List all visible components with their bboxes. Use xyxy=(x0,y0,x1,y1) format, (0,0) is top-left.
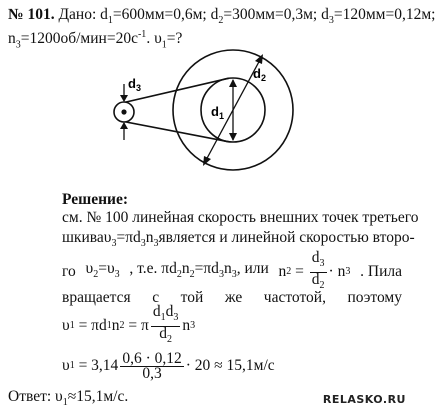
belt-bottom xyxy=(126,122,229,142)
given-label: Дано: xyxy=(58,6,97,23)
solution-line4: вращается с той же частотой, поэтому xyxy=(62,289,402,306)
pulley-diagram xyxy=(100,44,310,184)
solution-line1: см. № 100 линейная скорость внешних точек третьего xyxy=(62,209,419,226)
problem-statement-line1: № 101. Дано: $d_1=600мм=0,6м$; $d_2=300мм=0,3м$; $d_3=120мм=0,12м$; xyxy=(8,6,435,27)
given-n3: =1200об/мин=20с xyxy=(20,30,138,48)
formula-2: υ 1 = 3,14 $\frac{0,6 \cdot 0,12}{0,3}$ · 20 ≈ 15,1м/с xyxy=(62,349,275,382)
watermark: RELASKO.RU xyxy=(322,393,406,406)
given-d1: 600мм=0,6м; xyxy=(121,6,207,23)
label-d2: $d_2$ xyxy=(253,66,266,83)
solution-line2: шкива $\upsilon_3=\pi d_3n_3$ является и линейной скоростью второ- xyxy=(62,229,415,250)
solution-line3: го $\upsilon_2=\upsilon_3$ , т.е. $\pi d_2n_2=\pi d_3n_3$, или n 2 = $\frac{d_3}{d_2}$ · n 3 . Пила xyxy=(62,249,402,291)
label-d1: $d_1$ xyxy=(211,104,224,121)
formula-1: υ 1 = πd 1 n 2 = π $\frac{d_1d_3}{d_2}$ n 3 xyxy=(62,303,196,345)
label-d3: $d_3$ xyxy=(128,76,141,93)
problem-number: № 101. xyxy=(8,6,55,23)
given-d3: 120мм=0,12м; xyxy=(342,6,435,23)
small-pulley-axle xyxy=(121,109,126,114)
unknown: =? xyxy=(166,30,183,48)
belt-top xyxy=(126,78,229,102)
answer: Ответ: $\upsilon_1\approx 15,1м/с$. xyxy=(8,388,129,409)
given-d2: 300мм=0,3м; xyxy=(232,6,318,23)
solution-heading: Решение: xyxy=(62,191,129,208)
problem-statement-line2: $n_3=1200об/мин=20с^{-1}$. $\upsilon_1=$? xyxy=(8,29,183,51)
